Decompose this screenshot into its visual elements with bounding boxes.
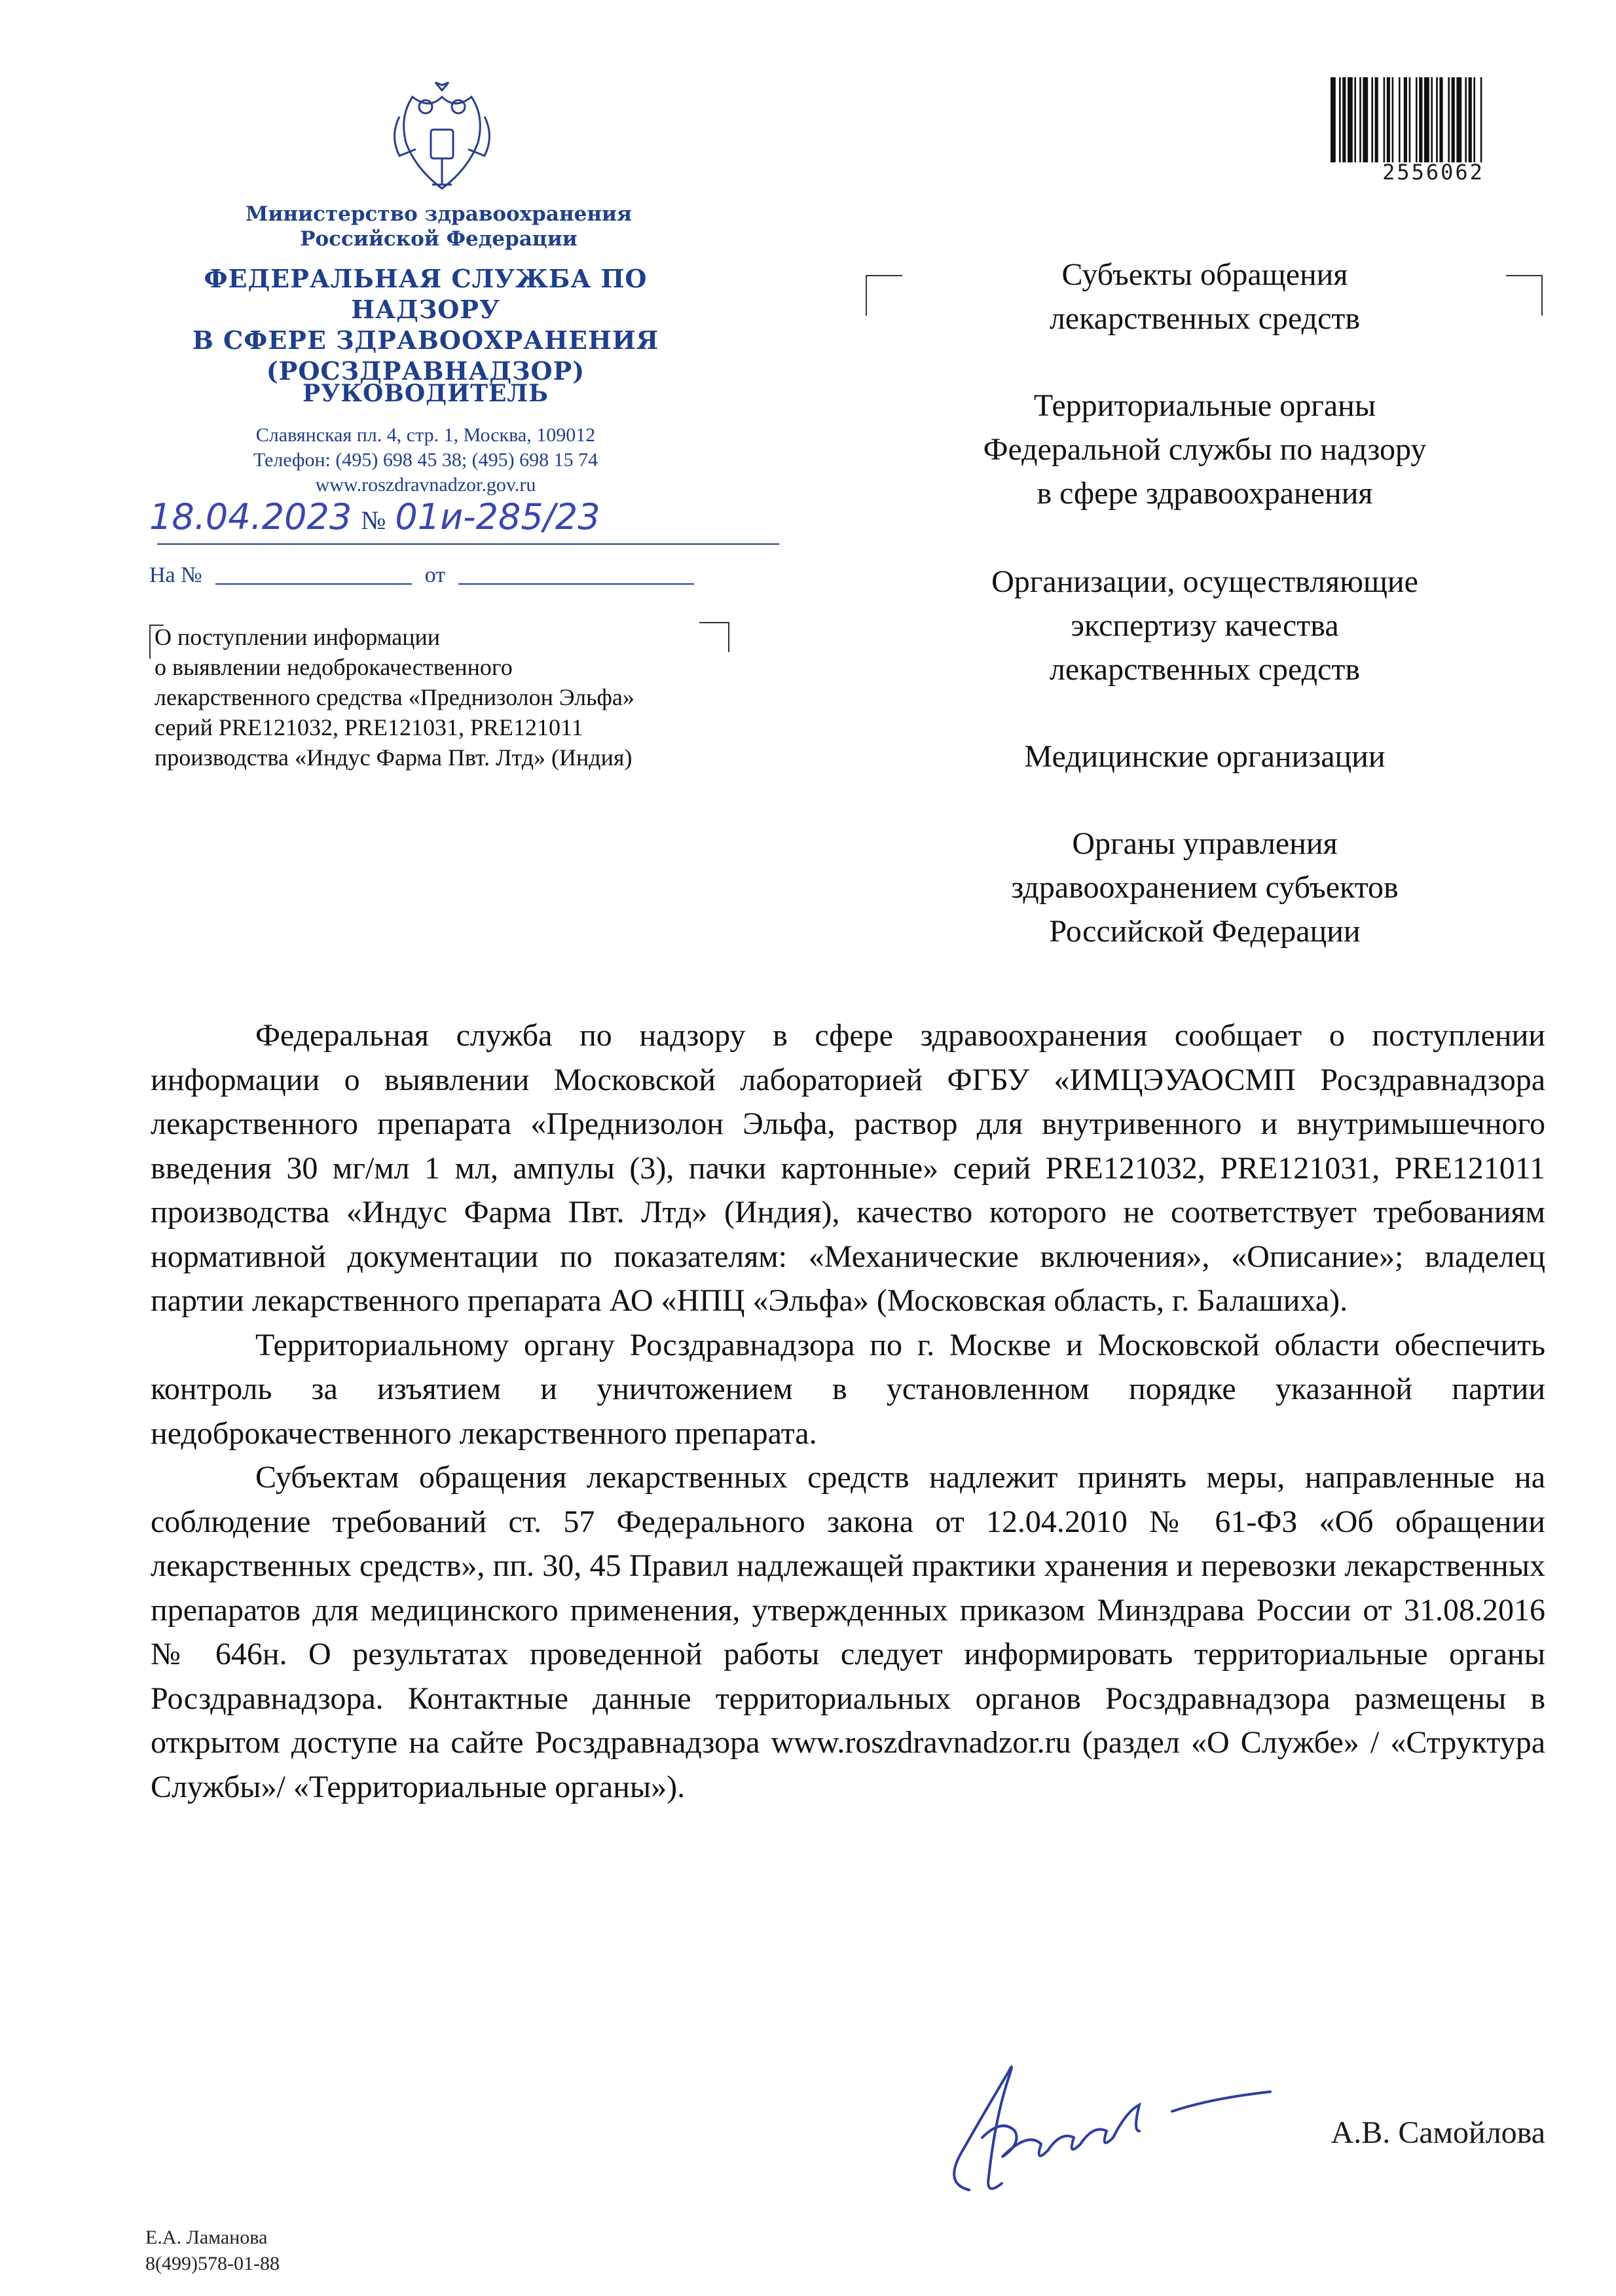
barcode-bar	[1354, 77, 1356, 162]
barcode-bar	[1331, 77, 1336, 162]
addressee-block	[904, 384, 1506, 515]
russian-coat-of-arms-icon	[386, 77, 498, 202]
subject-line: лекарственного средства «Преднизолон Эльфа»	[155, 684, 634, 710]
addressee-line: Организации, осуществляющие	[991, 564, 1418, 599]
registration-number: 01и-285/23	[395, 496, 600, 538]
agency-name	[131, 263, 720, 386]
addressee-corner-right	[1506, 275, 1543, 316]
addressee-line: Органы управления	[1072, 826, 1338, 861]
addressee-line: Территориальные органы	[1033, 388, 1376, 423]
addressee-line: Российской Федерации	[1049, 914, 1361, 949]
addressee-line: Медицинские организации	[1024, 739, 1386, 774]
subject-line: о выявлении недоброкачественного	[155, 654, 513, 680]
addressee-block	[904, 253, 1506, 340]
barcode-bar	[1409, 77, 1411, 162]
website-line: www.roszdravnadzor.gov.ru	[315, 474, 536, 496]
registration-line	[149, 496, 804, 542]
reference-number-label: На №	[149, 563, 202, 587]
barcode-bar	[1424, 77, 1429, 162]
barcode-bar	[1439, 77, 1442, 162]
ministry-name	[196, 202, 681, 251]
ministry-line: Российской Федерации	[300, 227, 578, 251]
barcode-bar	[1404, 77, 1407, 162]
addressee-block	[904, 560, 1506, 691]
addressee-line: экспертизу качества	[1071, 608, 1339, 643]
subject-line: О поступлении информации	[155, 624, 441, 650]
addressee-line: лекарственных средств	[1049, 652, 1361, 687]
head-title: РУКОВОДИТЕЛЬ	[303, 380, 549, 407]
barcode-bar	[1436, 77, 1438, 162]
address-line: Телефон: (495) 698 45 38; (495) 698 15 74	[253, 449, 598, 471]
barcode-bar	[1375, 77, 1378, 162]
barcode-bar	[1452, 77, 1455, 162]
body-paragraph: Федеральная служба по надзору в сфере здравоохранения сообщает о поступлении информации о выявлении Московской лабораторией ФГБУ «ИМЦЭУАОСМП Росздравнадзора лекарственного препарата «Преднизолон Эльфа, раствор для внутривенного и внутримышечного введения 30 мг/мл 1 мл, ампулы (3), пачки картонные» серий PRE121032, PRE121031, PRE121011 производства «Индус Фарма Пвт. Лтд» (Индия), качество которого не соответствует требованиям нормативной документации по показателям: «Механические включения», «Описание»; владелец партии лекарственного препарата АО «НПЦ «Эльфа» (Московская область, г. Балашиха).	[151, 1018, 1545, 1318]
body-paragraph: Территориальному органу Росздравнадзора по г. Москве и Московской области обеспечить контроль за изъятием и уничтожением в установленном порядке указанной партии недоброкачественного лекарственного препарата.	[151, 1327, 1545, 1451]
subject-line: серий PRE121032, PRE121031, PRE121011	[155, 714, 583, 740]
letter-body	[151, 1013, 1545, 1809]
executor-phone: 8(499)578-01-88	[145, 2253, 280, 2274]
number-sign: №	[361, 505, 386, 535]
addressee-line: Федеральной службы по надзору	[983, 432, 1427, 467]
barcode-bar	[1342, 77, 1346, 162]
body-paragraph: Субъектам обращения лекарственных средств надлежит принять меры, направленные на соблюдение требований ст. 57 Федерального закона от 12.04.2010 № 61-ФЗ «Об обращении лекарственных средств», пп. 30, 45 Правил надлежащей практики хранения и перевозки лекарственных препаратов для медицинского применения, утвержденных приказом Минздрава России от 31.08.2016 № 646н. О результатах проведенной работы следует информировать территориальные органы Росздравнадзора. Контактные данные территориальных органов Росздравнадзора размещены в открытом доступе на сайте Росздравнадзора www.roszdravnadzor.ru (раздел «О Службе» / «Структура Службы»/ «Территориальные органы»).	[151, 1460, 1545, 1804]
addressee-block	[904, 822, 1506, 953]
barcode-number: 2556062	[1382, 160, 1484, 185]
address-line: Славянская пл. 4, стр. 1, Москва, 109012	[255, 424, 596, 446]
barcode-bar	[1456, 77, 1461, 162]
reference-date-blank	[458, 564, 694, 585]
barcode-bar	[1469, 77, 1472, 162]
addressee-block	[904, 735, 1506, 778]
letter-subject	[155, 622, 809, 773]
reference-date-label: от	[424, 563, 446, 587]
barcode-bar	[1399, 77, 1401, 162]
barcode-bar	[1359, 77, 1361, 162]
executor-info	[145, 2225, 538, 2277]
agency-line: ФЕДЕРАЛЬНАЯ СЛУЖБА ПО НАДЗОРУ	[204, 264, 648, 324]
agency-line: (РОСЗДРАВНАДЗОР)	[266, 356, 585, 386]
addressee-line: здравоохранением субъектов	[1011, 870, 1399, 905]
barcode-bar	[1387, 77, 1390, 162]
barcode-bar	[1473, 77, 1475, 162]
reference-number-blank	[215, 564, 412, 585]
registration-underline	[157, 543, 779, 545]
barcode-bar	[1465, 77, 1467, 162]
signer-name: А.В. Самойлова	[1331, 2115, 1545, 2150]
barcode-bar	[1419, 77, 1422, 162]
registration-date: 18.04.2023	[149, 496, 352, 538]
barcode-bar	[1480, 77, 1482, 162]
executor-name: Е.А. Ламанова	[145, 2227, 268, 2248]
barcode-bar	[1339, 77, 1341, 162]
barcode-bar	[1416, 77, 1418, 162]
barcode-bar	[1348, 77, 1353, 162]
barcode-bar	[1371, 77, 1373, 162]
agency-line: В СФЕРЕ ЗДРАВООХРАНЕНИЯ	[192, 325, 659, 355]
addressee-line: лекарственных средств	[1049, 301, 1361, 336]
barcode-bar	[1431, 77, 1433, 162]
barcode-bar	[1392, 77, 1394, 162]
addressee-corner-left	[866, 275, 902, 316]
barcode-bar	[1363, 77, 1368, 162]
subject-line: производства «Индус Фарма Пвт. Лтд» (Индия)	[155, 744, 633, 771]
addressee-line: в сфере здравоохранения	[1037, 476, 1373, 511]
ministry-line: Министерство здравоохранения	[246, 202, 632, 226]
barcode-icon	[1329, 77, 1537, 162]
reference-line	[149, 563, 739, 588]
barcode-bar	[1384, 77, 1386, 162]
barcode-bar	[1448, 77, 1450, 162]
agency-address	[131, 423, 720, 498]
addressee-line: Субъекты обращения	[1061, 257, 1348, 292]
